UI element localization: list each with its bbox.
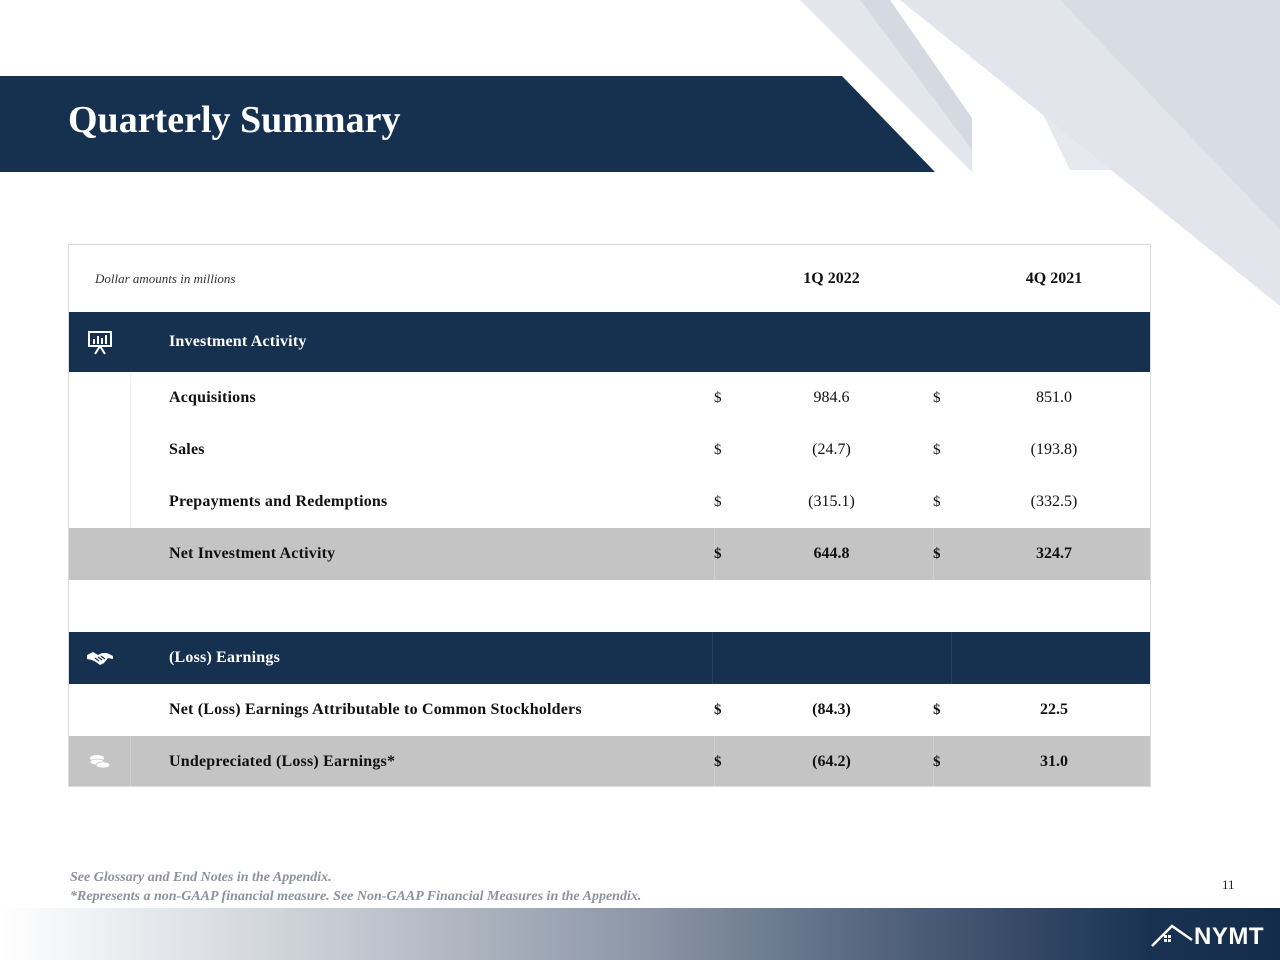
value-4q2021: (193.8) bbox=[1030, 441, 1078, 458]
value-1q2022: (64.2) bbox=[812, 753, 851, 770]
currency-symbol: $ bbox=[933, 441, 941, 458]
footnote-glossary: See Glossary and End Notes in the Appendix. bbox=[70, 870, 332, 885]
table-row bbox=[69, 476, 1151, 528]
currency-symbol: $ bbox=[714, 545, 722, 562]
currency-symbol: $ bbox=[933, 753, 941, 770]
row-label: Net (Loss) Earnings Attributable to Common Stockholders bbox=[169, 701, 582, 718]
coins-icon bbox=[69, 736, 131, 787]
col-header-1q2022: 1Q 2022 bbox=[803, 269, 860, 287]
table-header-row bbox=[69, 245, 1151, 312]
units-note: Dollar amounts in millions bbox=[95, 270, 236, 286]
row-label: Net Investment Activity bbox=[169, 545, 336, 562]
table-row bbox=[69, 424, 1151, 476]
section-title: Investment Activity bbox=[169, 333, 307, 350]
page-title: Quarterly Summary bbox=[68, 99, 401, 141]
table-row bbox=[69, 684, 1151, 736]
row-label: Sales bbox=[169, 441, 205, 458]
currency-symbol: $ bbox=[714, 493, 722, 510]
currency-symbol: $ bbox=[933, 545, 941, 562]
value-1q2022: 984.6 bbox=[813, 389, 850, 406]
value-1q2022: 644.8 bbox=[813, 545, 850, 562]
currency-symbol: $ bbox=[933, 701, 941, 718]
footnote-non-gaap: *Represents a non-GAAP financial measure. See Non-GAAP Financial Measures in the Appendix. bbox=[70, 889, 642, 904]
row-label: Acquisitions bbox=[169, 389, 256, 406]
logo-text: NYMT bbox=[1194, 923, 1264, 950]
value-1q2022: (24.7) bbox=[812, 441, 851, 458]
presentation-chart-icon bbox=[69, 312, 131, 372]
summary-table bbox=[68, 244, 1151, 787]
section-title: (Loss) Earnings bbox=[169, 649, 281, 666]
value-1q2022: (84.3) bbox=[812, 701, 851, 718]
row-label: Prepayments and Redemptions bbox=[169, 493, 388, 510]
row-label: Undepreciated (Loss) Earnings* bbox=[169, 753, 396, 770]
section-header-earnings bbox=[69, 632, 1151, 684]
currency-symbol: $ bbox=[714, 753, 722, 770]
currency-symbol: $ bbox=[714, 701, 722, 718]
currency-symbol: $ bbox=[933, 389, 941, 406]
currency-symbol: $ bbox=[714, 389, 722, 406]
value-4q2021: 324.7 bbox=[1036, 545, 1072, 562]
handshake-icon bbox=[69, 632, 131, 684]
table-row bbox=[69, 372, 1151, 424]
section-header-investment bbox=[69, 312, 1151, 372]
page-number: 11 bbox=[1222, 877, 1235, 892]
value-4q2021: 851.0 bbox=[1036, 389, 1072, 406]
table-spacer-row bbox=[69, 580, 1151, 632]
table-row-total bbox=[69, 528, 1151, 580]
footer-bar bbox=[0, 908, 1280, 960]
value-4q2021: 31.0 bbox=[1040, 753, 1068, 770]
value-4q2021: 22.5 bbox=[1040, 701, 1068, 718]
col-header-4q2021: 4Q 2021 bbox=[1025, 269, 1083, 287]
table-row-total bbox=[69, 736, 1151, 787]
value-4q2021: (332.5) bbox=[1030, 493, 1078, 510]
currency-symbol: $ bbox=[933, 493, 941, 510]
currency-symbol: $ bbox=[714, 441, 722, 458]
value-1q2022: (315.1) bbox=[808, 493, 855, 510]
